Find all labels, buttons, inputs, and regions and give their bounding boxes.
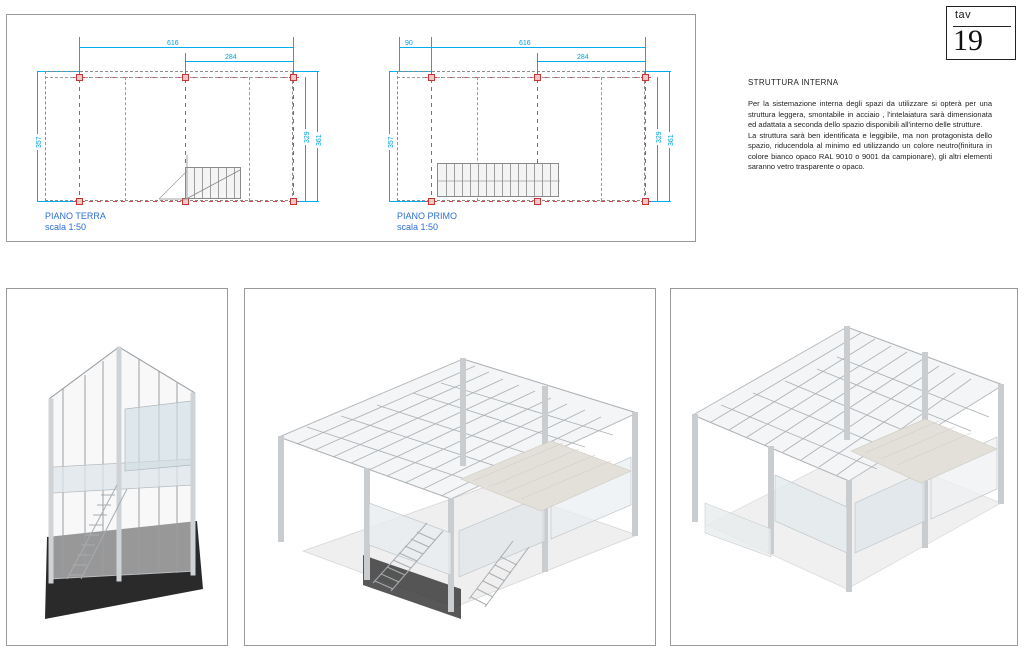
- dim-line-616: [431, 47, 645, 48]
- staircase-ground: [185, 167, 241, 199]
- plan-piano-primo: [369, 15, 689, 241]
- structural-gridline: [645, 71, 646, 207]
- dim-ext: [185, 53, 186, 73]
- dim-ext: [399, 37, 400, 71]
- dim-label-616: 616: [519, 40, 531, 47]
- render-image-front: [7, 289, 227, 645]
- column-node: [534, 198, 541, 205]
- partition-line: [249, 77, 250, 201]
- dim-ext: [293, 71, 319, 72]
- stair-upper-flight: [157, 153, 191, 201]
- dim-line-284: [537, 61, 645, 62]
- notes-paragraph-2: La struttura sarà ben identificata e leggibile, ma non protagonista dello spazio, riducendola al minimo ed utilizzando un colore neutro(finitura in colore bianco opaco RAL 9010 o 9001 da campionare), gli altri elementi saranno vetro trasparente o opaco.: [748, 130, 992, 171]
- dim-ext: [537, 53, 538, 73]
- renders-row: [6, 288, 1018, 648]
- dim-ext: [293, 37, 294, 71]
- dim-line-284: [185, 61, 293, 62]
- render-panel-axonometric-wide: [244, 288, 656, 646]
- dim-label-329: 329: [304, 131, 311, 143]
- column-node: [534, 74, 541, 81]
- structural-gridline: [293, 71, 294, 207]
- notes-block: [748, 78, 992, 173]
- column-node: [290, 198, 297, 205]
- render-image-axonometric-corner: [671, 289, 1017, 645]
- dim-label-329: 329: [656, 131, 663, 143]
- titleblock-number: 19: [953, 24, 983, 57]
- plan-caption-title: PIANO PRIMO: [397, 211, 458, 221]
- titleblock-label: tav: [955, 9, 972, 21]
- dim-label-357: 357: [388, 136, 395, 148]
- column-node: [182, 74, 189, 81]
- partition-line: [601, 77, 602, 201]
- dim-label-284: 284: [225, 54, 237, 61]
- notes-heading: STRUTTURA INTERNA: [748, 78, 839, 87]
- dim-label-361: 361: [668, 134, 675, 146]
- titleblock: [946, 6, 1016, 60]
- dim-label-357: 357: [36, 136, 43, 148]
- dim-ext: [431, 37, 432, 71]
- mezzanine-grid: [437, 163, 559, 197]
- column-node: [428, 198, 435, 205]
- partition-line: [125, 77, 126, 201]
- dim-ext: [645, 71, 671, 72]
- dim-label-90: 90: [405, 40, 413, 47]
- dim-label-616: 616: [167, 40, 179, 47]
- column-node: [428, 74, 435, 81]
- structural-gridline: [431, 71, 432, 207]
- plan-caption-scale: scala 1:50: [397, 222, 439, 232]
- plan-piano-terra: [17, 15, 337, 241]
- render-panel-front: [6, 288, 228, 646]
- dim-label-361: 361: [316, 134, 323, 146]
- render-panel-axonometric-corner: [670, 288, 1018, 646]
- column-node: [642, 198, 649, 205]
- column-node: [290, 74, 297, 81]
- column-node: [76, 74, 83, 81]
- mezzanine-midline: [438, 164, 560, 198]
- dim-label-284: 284: [577, 54, 589, 61]
- render-image-axonometric-wide: [245, 289, 655, 645]
- structural-gridline: [79, 71, 80, 207]
- stair-direction-arrow: [186, 168, 242, 200]
- dim-line-616: [79, 47, 293, 48]
- plans-panel: [6, 14, 696, 242]
- column-node: [76, 198, 83, 205]
- plan-caption-scale: scala 1:50: [45, 222, 87, 232]
- notes-paragraph-1: Per la sistemazione interna degli spazi da utilizzare si opterà per una struttura leggera, smontabile in acciaio , l'intelaiatura sarà dimensionata ed adattata a seconda dello spazio disponibili all'interno delle strutture.: [748, 99, 992, 129]
- dim-ext: [645, 37, 646, 71]
- column-node: [642, 74, 649, 81]
- plan-caption-title: PIANO TERRA: [45, 211, 106, 221]
- dim-line-90: [399, 47, 431, 48]
- dim-ext: [79, 37, 80, 71]
